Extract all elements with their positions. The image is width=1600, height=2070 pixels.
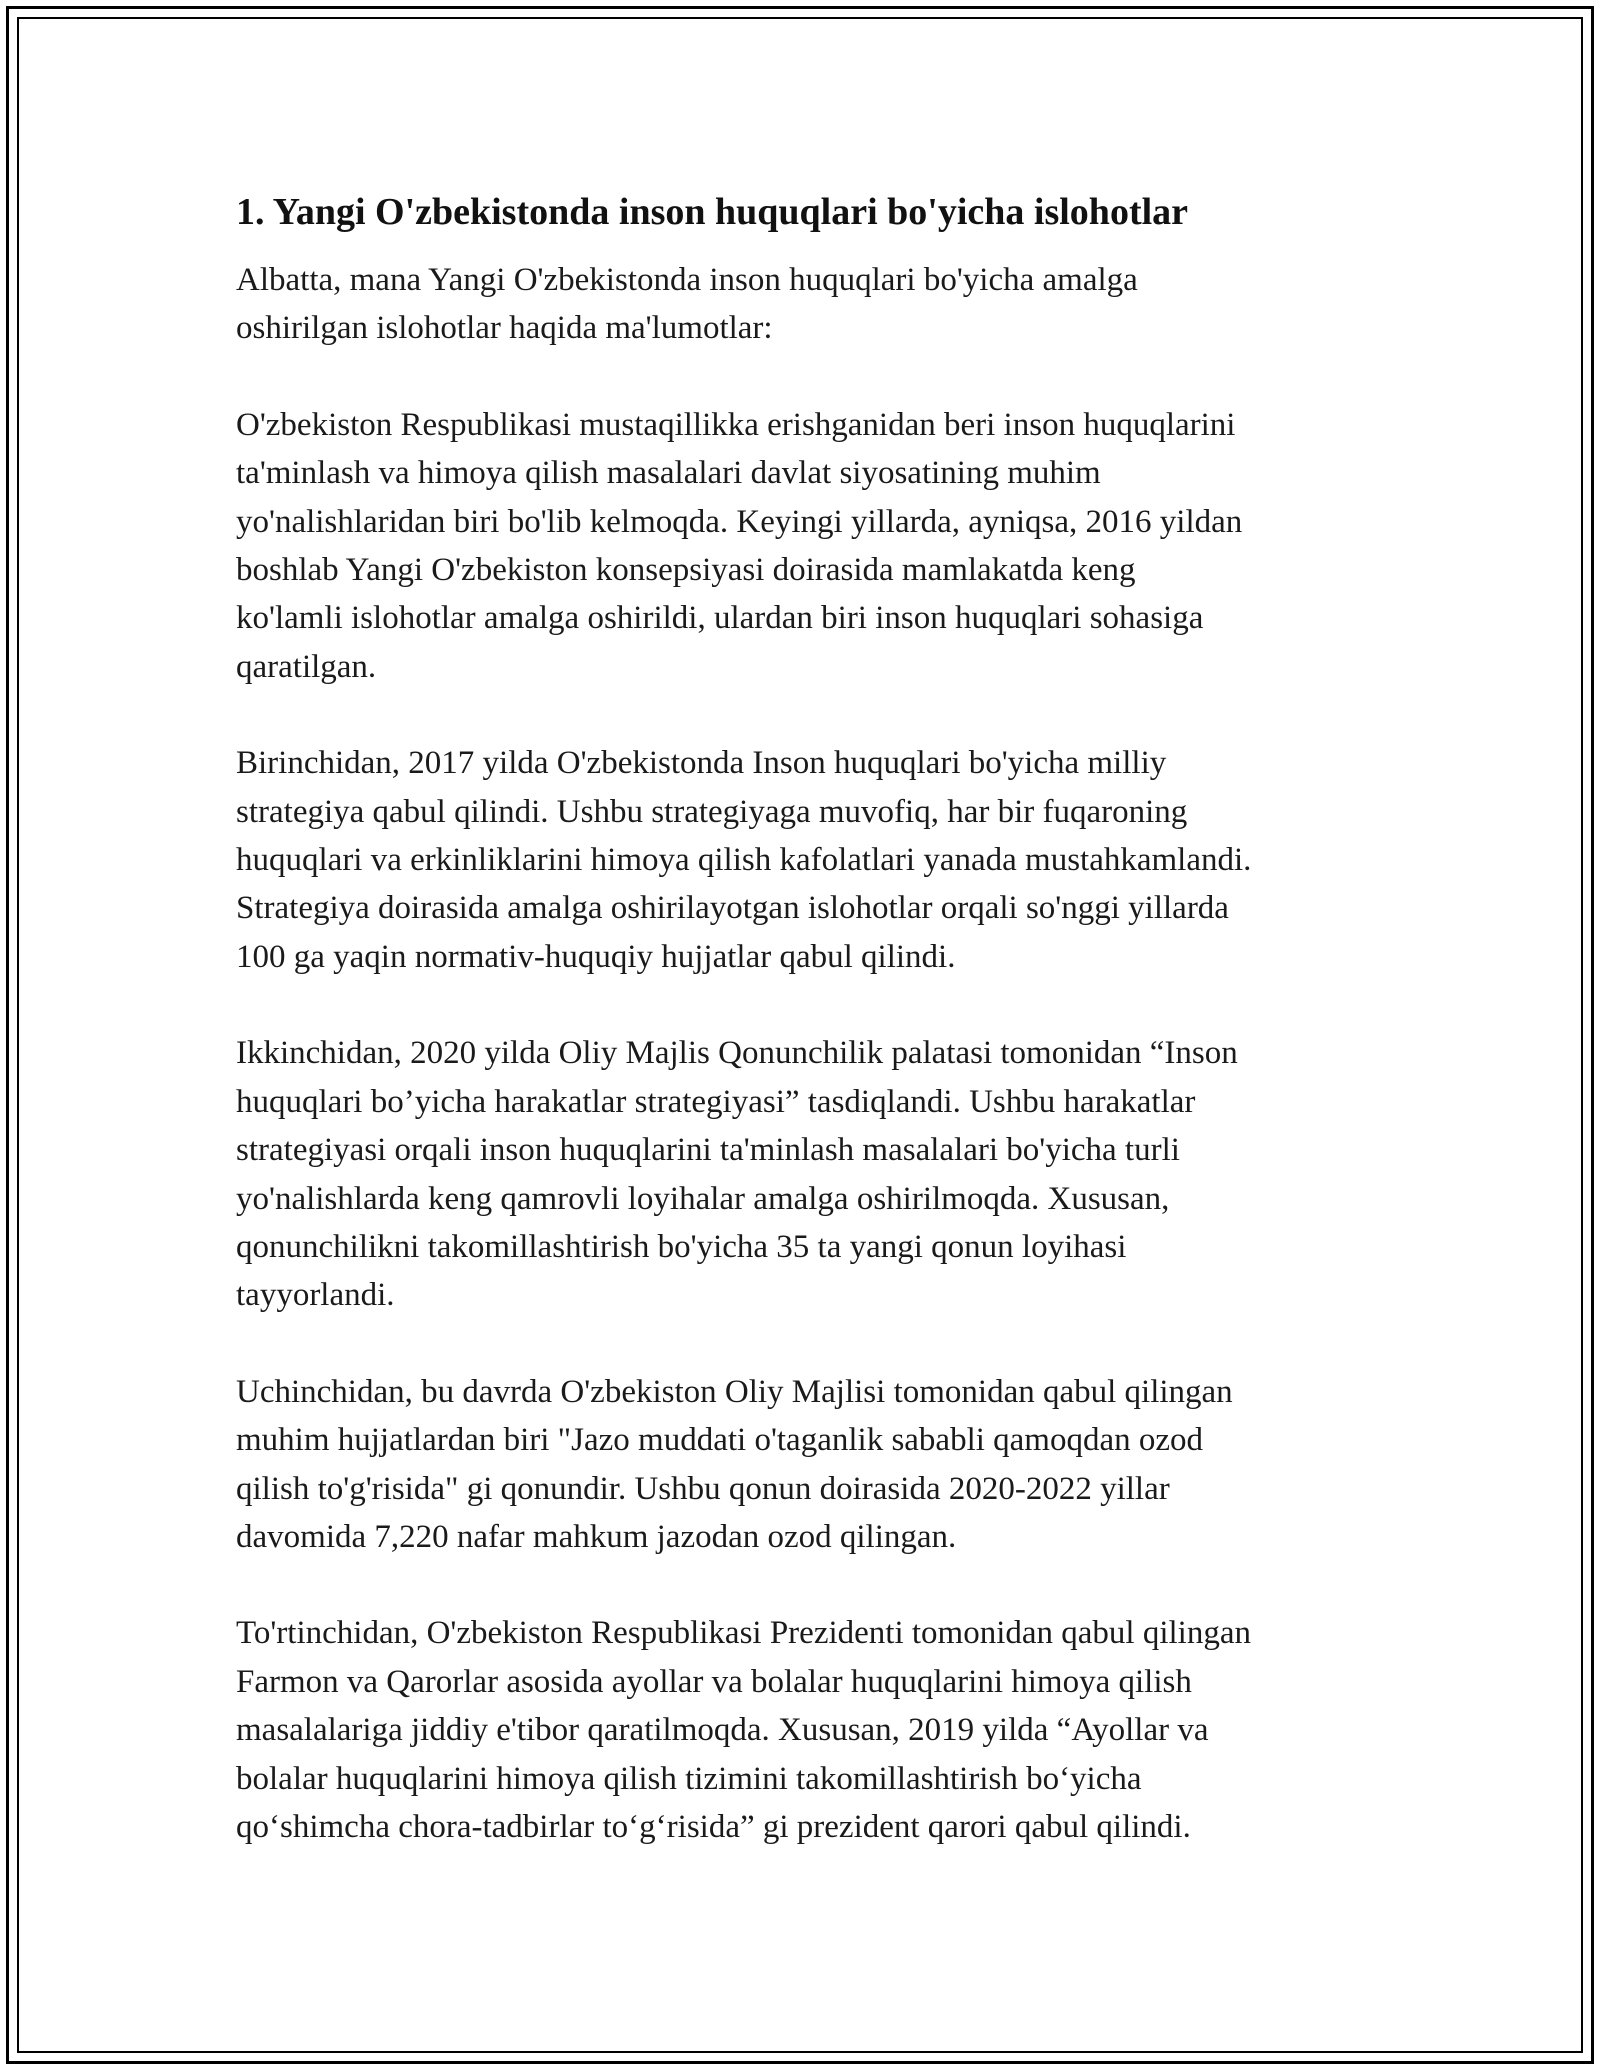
text-line: oshirilgan islohotlar haqida ma'lumotlar:	[236, 310, 773, 347]
text-line: yo'nalishlaridan biri bo'lib kelmoqda. Keyingi yillarda, ayniqsa, 2016 yildan	[236, 503, 1243, 540]
text-line: boshlab Yangi O'zbekiston konsepsiyasi doirasida mamlakatda keng	[236, 552, 1136, 589]
text-line: Strategiya doirasida amalga oshirilayotgan islohotlar orqali so'nggi yillarda	[236, 890, 1229, 927]
text-line: qaratilgan.	[236, 648, 377, 685]
text-line: Birinchidan, 2017 yilda O'zbekistonda Inson huquqlari bo'yicha milliy	[236, 745, 1167, 782]
text-line: ko'lamli islohotlar amalga oshirildi, ulardan biri inson huquqlari sohasiga	[236, 600, 1204, 637]
text-line: Farmon va Qarorlar asosida ayollar va bolalar huquqlarini himoya qilish	[236, 1663, 1192, 1700]
document-heading: 1. Yangi O'zbekistonda inson huquqlari bo'yicha islohotlar	[236, 191, 1189, 233]
text-line: muhim hujjatlardan biri "Jazo muddati o'taganlik sababli qamoqdan ozod	[236, 1422, 1204, 1459]
text-line: davomida 7,220 nafar mahkum jazodan ozod qilingan.	[236, 1518, 957, 1555]
text-line: Albatta, mana Yangi O'zbekistonda inson huquqlari bo'yicha amalga	[236, 262, 1138, 298]
paragraph-background	[236, 401, 1376, 691]
text-line: huquqlari va erkinliklarini himoya qilish kafolatlari yanada mustahkamlandi.	[236, 842, 1252, 879]
text-line: tayyorlandi.	[236, 1277, 395, 1314]
text-line: yo'nalishlarda keng qamrovli loyihalar amalga oshirilmoqda. Xususan,	[236, 1180, 1170, 1217]
text-line: huquqlari bo’yicha harakatlar strategiyasi” tasdiqlandi. Ushbu harakatlar	[236, 1083, 1196, 1120]
text-line: masalalariga jiddiy e'tibor qaratilmoqda. Xususan, 2019 yilda “Ayollar va	[236, 1712, 1209, 1749]
text-line: qilish to'g'risida" gi qonundir. Ushbu qonun doirasida 2020-2022 yillar	[236, 1470, 1170, 1507]
text-line: ta'minlash va himoya qilish masalalari davlat siyosatining muhim	[236, 455, 1101, 492]
paragraph-second	[236, 1029, 1376, 1319]
text-line: bolalar huquqlarini himoya qilish tizimini takomillashtirish bo‘yicha	[236, 1760, 1142, 1797]
text-line: qonunchilikni takomillashtirish bo'yicha 35 ta yangi qonun loyihasi	[236, 1228, 1127, 1265]
text-line: To'rtinchidan, O'zbekiston Respublikasi Prezidenti tomonidan qabul qilingan	[236, 1615, 1251, 1652]
paragraph-fourth	[236, 1609, 1376, 1851]
text-line: Uchinchidan, bu davrda O'zbekiston Oliy Majlisi tomonidan qabul qilingan	[236, 1373, 1233, 1410]
text-line: qo‘shimcha chora-tadbirlar to‘g‘risida” gi prezident qarori qabul qilindi.	[236, 1808, 1191, 1845]
text-line: O'zbekiston Respublikasi mustaqillikka erishganidan beri inson huquqlarini	[236, 406, 1236, 443]
document-body	[236, 188, 1376, 1899]
text-line: 100 ga yaqin normativ-huquqiy hujjatlar qabul qilindi.	[236, 938, 956, 975]
text-line: strategiya qabul qilindi. Ushbu strategiyaga muvofiq, har bir fuqaroning	[236, 793, 1188, 830]
text-line: strategiyasi orqali inson huquqlarini ta'minlash masalalari bo'yicha turli	[236, 1132, 1180, 1169]
paragraph-third	[236, 1368, 1376, 1562]
paragraph-first	[236, 739, 1376, 981]
paragraph-intro	[236, 256, 1376, 353]
text-line: Ikkinchidan, 2020 yilda Oliy Majlis Qonunchilik palatasi tomonidan “Inson	[236, 1035, 1238, 1072]
